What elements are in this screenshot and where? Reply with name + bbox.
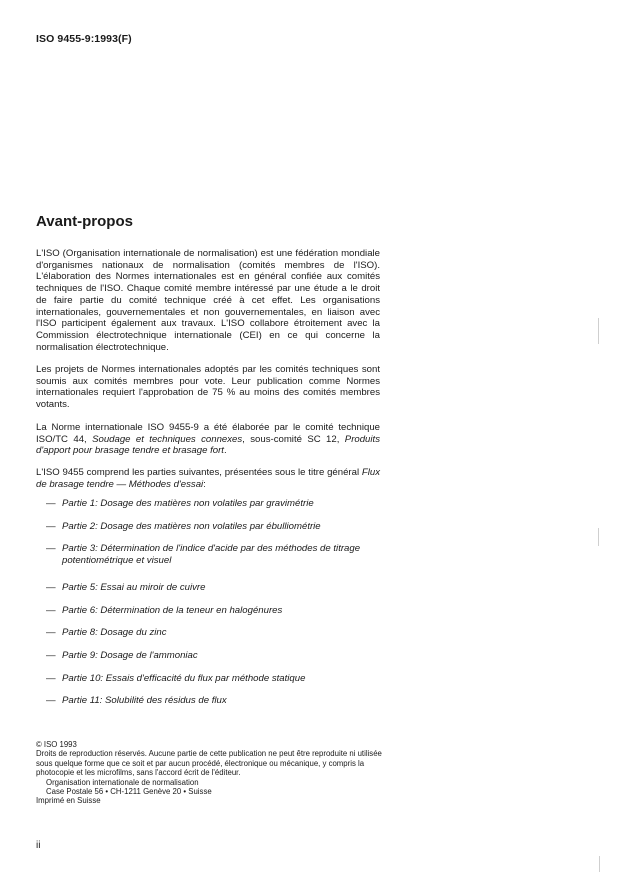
organization-address: Case Postale 56 • CH-1211 Genève 20 • Suisse bbox=[46, 787, 212, 797]
list-item bbox=[36, 582, 386, 594]
part-title: Essais d'efficacité du flux par méthode statique bbox=[105, 672, 306, 684]
part-label: Partie 1: bbox=[62, 498, 98, 509]
part-title: Dosage de l'ammoniac bbox=[100, 649, 198, 661]
list-dash: — bbox=[46, 520, 56, 532]
part-entry bbox=[62, 650, 386, 662]
list-dash: — bbox=[46, 604, 56, 616]
part-entry bbox=[62, 673, 386, 685]
list-item bbox=[36, 650, 386, 662]
part-title: Dosage du zinc bbox=[100, 627, 167, 639]
foreword-paragraph-4 bbox=[36, 467, 380, 490]
list-item bbox=[36, 498, 386, 510]
organization-name: Organisation internationale de normalisation bbox=[46, 777, 199, 787]
part-label: Partie 6: bbox=[62, 604, 98, 616]
part-label: Partie 9: bbox=[62, 649, 98, 661]
part-title: Essai au miroir de cuivre bbox=[100, 581, 206, 593]
rights-notice: Droits de reproduction réservés. Aucune partie de cette publication ne peut être reproduite ni utilisée sous quelque forme que ce soit et par aucun procédé, électronique ou mécanique, y compris la photocopie et les microfilms, sans l'accord écrit de l'éditeur. bbox=[36, 749, 382, 778]
part-entry bbox=[62, 605, 386, 617]
list-dash: — bbox=[46, 695, 56, 707]
list-item bbox=[36, 605, 386, 617]
subcommittee-title: Produits d'apport pour brasage tendre et brasage fort bbox=[36, 433, 380, 457]
part-label: Partie 3: bbox=[62, 543, 98, 555]
paragraph-3-text-a: La Norme internationale ISO 9455-9 a été élaborée par le comité technique ISO/TC 44, bbox=[36, 422, 380, 445]
part-title: Détermination de l'indice d'acide par des méthodes de titrage potentiométrique et visuel bbox=[62, 543, 361, 567]
list-dash: — bbox=[46, 543, 56, 555]
page-number: ii bbox=[36, 840, 41, 851]
scan-mark bbox=[599, 856, 600, 872]
list-dash: — bbox=[46, 498, 56, 509]
list-dash: — bbox=[46, 649, 56, 661]
page-title: Avant-propos bbox=[36, 213, 133, 230]
part-entry bbox=[62, 521, 386, 533]
part-label: Partie 8: bbox=[62, 627, 98, 639]
paragraph-3-text-c: , sous-comité SC 12, bbox=[242, 433, 345, 445]
list-dash: — bbox=[46, 581, 56, 593]
part-label: Partie 10: bbox=[62, 672, 104, 684]
list-dash: — bbox=[46, 627, 56, 639]
copyright-line: © ISO 1993 bbox=[36, 740, 77, 749]
paragraph-4-text-a: L'ISO 9455 comprend les parties suivantes, présentées sous le titre général bbox=[36, 467, 362, 478]
part-entry bbox=[62, 627, 386, 639]
part-entry bbox=[62, 582, 386, 594]
list-item bbox=[36, 627, 386, 639]
list-dash: — bbox=[46, 672, 56, 684]
general-title: Flux de brasage tendre — Méthodes d'essai bbox=[36, 467, 380, 490]
part-label: Partie 11: bbox=[62, 695, 103, 707]
list-item bbox=[36, 521, 386, 533]
parts-list bbox=[36, 498, 386, 707]
scan-mark bbox=[598, 318, 599, 344]
list-item bbox=[36, 543, 386, 566]
document-id: ISO 9455-9:1993(F) bbox=[36, 33, 132, 45]
part-title: Dosage des matières non volatiles par ébulliométrie bbox=[100, 520, 321, 532]
committee-title: Soudage et techniques connexes bbox=[92, 433, 243, 445]
list-item bbox=[36, 673, 386, 685]
part-label: Partie 5: bbox=[62, 581, 98, 593]
part-label: Partie 2: bbox=[62, 520, 98, 532]
paragraph-3-text-e: . bbox=[223, 445, 227, 457]
foreword-paragraph-1: L'ISO (Organisation internationale de normalisation) est une fédération mondiale d'organismes nationaux de normalisation (comités membres de l'ISO). L'élaboration des Normes internationales est en général confiée aux comités techniques de l'ISO. Chaque comité membre intéressé par une étude a le droit de faire partie du comité technique créé à cet effet. Les organisations internationales, gouvernementales et non gouvernementales, en liaison avec l'ISO participent également aux travaux. L'ISO collabore étroitement avec la Commission électrotechnique internationale (CEI) en ce qui concerne la normalisation électrotechnique. bbox=[36, 248, 380, 353]
list-item bbox=[36, 695, 386, 707]
paragraph-4-text-c: : bbox=[203, 478, 206, 490]
part-title: Solubilité des résidus de flux bbox=[105, 695, 227, 707]
foreword-paragraph-3 bbox=[36, 422, 380, 457]
printed-in: Imprimé en Suisse bbox=[36, 796, 101, 806]
part-entry bbox=[62, 543, 386, 566]
part-title: Dosage des matières non volatiles par gravimétrie bbox=[100, 498, 314, 509]
copyright-block bbox=[36, 740, 388, 806]
part-title: Détermination de la teneur en halogénures bbox=[100, 604, 283, 616]
part-entry bbox=[62, 695, 386, 707]
part-entry bbox=[62, 498, 386, 510]
scan-mark bbox=[598, 528, 599, 546]
foreword-paragraph-2: Les projets de Normes internationales adoptés par les comités techniques sont soumis aux comités membres pour vote. Leur publication comme Normes internationales requiert l'approbation de 75 % au moins des comités membres votants. bbox=[36, 364, 380, 411]
